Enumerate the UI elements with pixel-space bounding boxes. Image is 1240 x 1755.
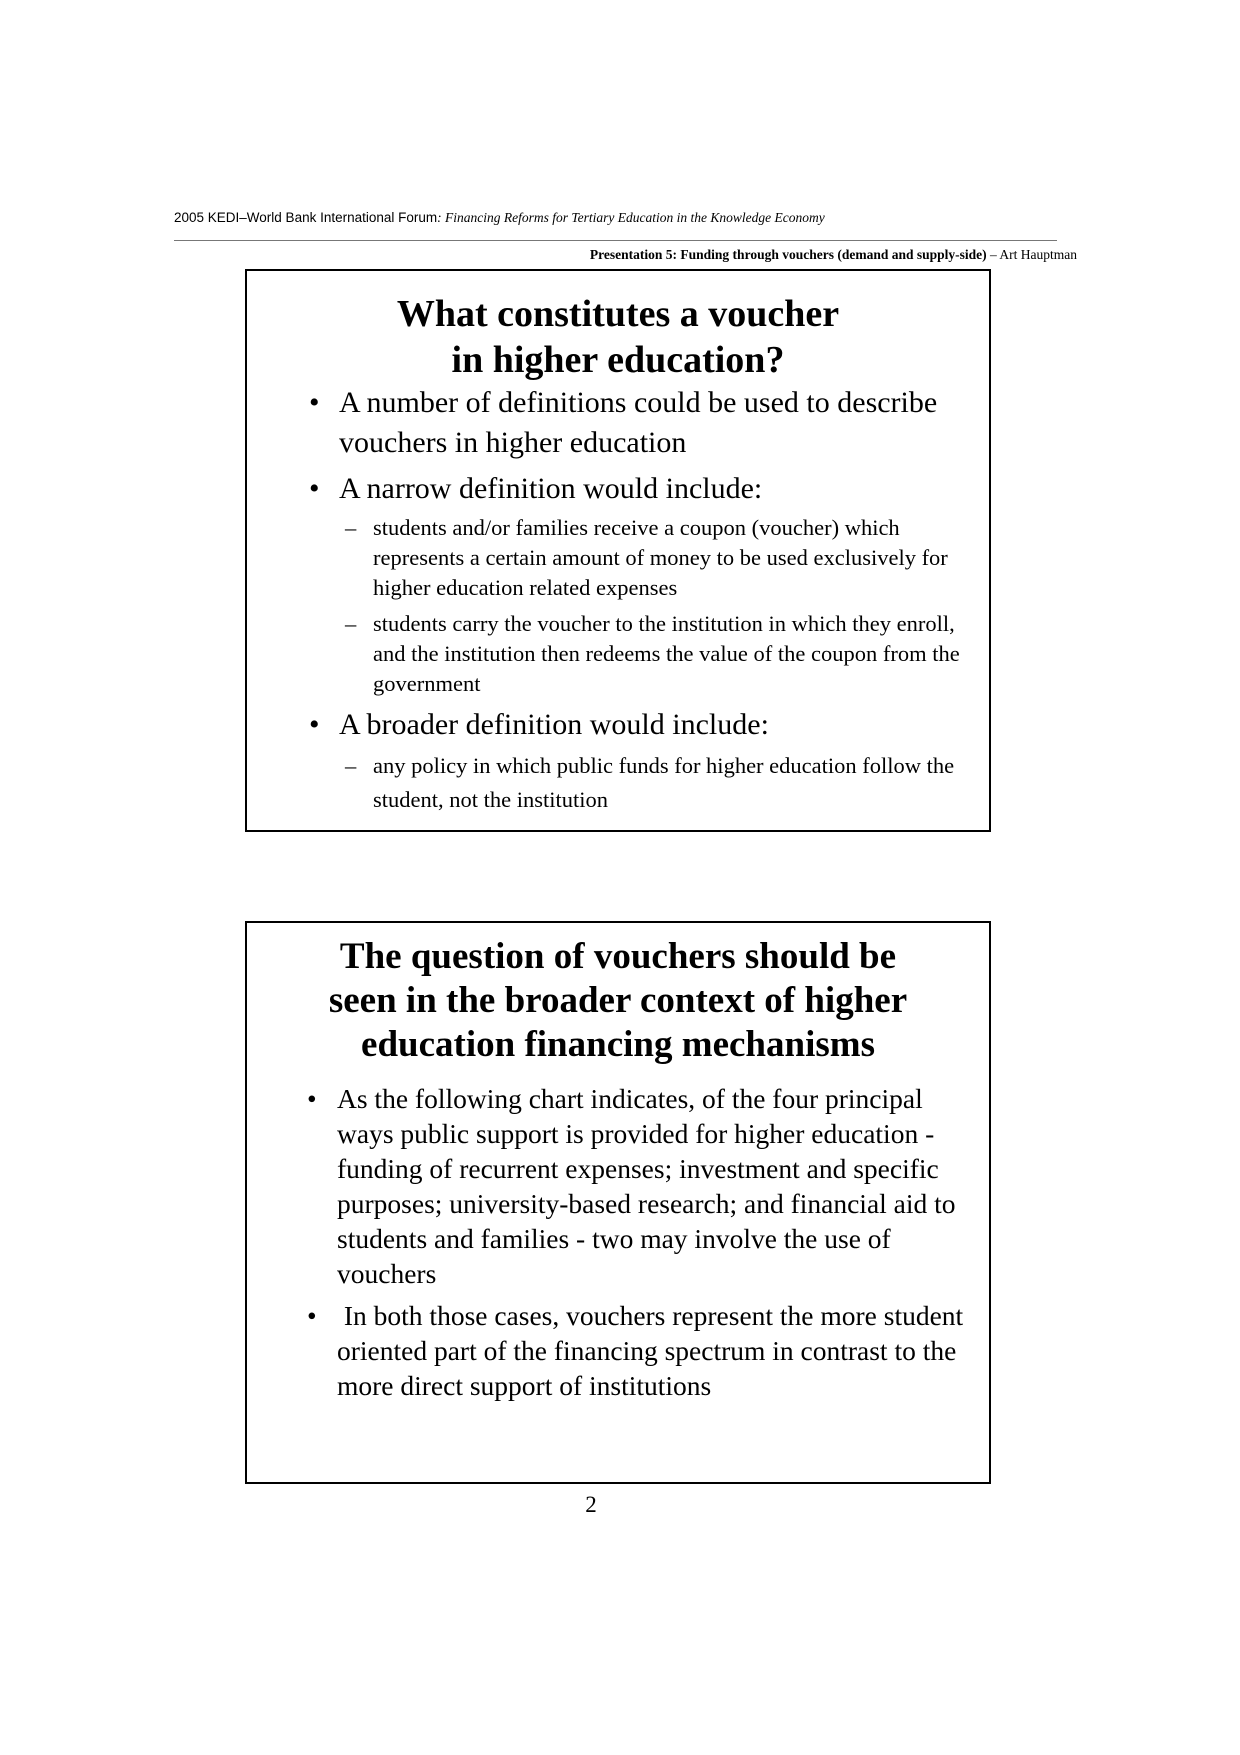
forum-name: 2005 KEDI–World Bank International Forum: [174, 210, 438, 225]
slide-1-bullets: [247, 383, 989, 817]
bullet-item: [247, 383, 989, 463]
bullet-text: As the following chart indicates, of the four principal ways public support is provided for higher education - funding of recurrent expenses; investment and specific purposes; university-based research; and financial aid to students and families - two may involve the use of vouchers: [337, 1083, 956, 1289]
slide-2: [245, 921, 991, 1484]
slide-2-title: [247, 923, 989, 1067]
bullet-item: [247, 705, 989, 817]
bullet-icon: •: [307, 1083, 317, 1114]
title-line: seen in the broader context of higher: [328, 980, 908, 1021]
forum-subtitle: Financing Reforms for Tertiary Education in the Knowledge Economy: [441, 210, 825, 225]
sub-bullets: [339, 513, 969, 699]
title-line: What constitutes a voucher: [396, 293, 840, 335]
header-rule: [174, 240, 1057, 241]
sub-bullet-text: students carry the voucher to the institution in which they enroll, and the institution then redeems the value of the coupon from the government: [373, 611, 960, 696]
bullet-icon: •: [307, 1300, 317, 1331]
slide-1-title: [247, 271, 989, 383]
presentation-title: Presentation 5: Funding through vouchers (demand and supply-side): [589, 247, 987, 262]
bullet-item: [247, 1298, 989, 1403]
presentation-line: [590, 247, 1077, 263]
slide-2-bullets: [247, 1081, 989, 1403]
bullet-icon: •: [309, 386, 320, 419]
sub-bullet-item: [339, 609, 969, 699]
title-line: education financing mechanisms: [361, 1024, 875, 1065]
sub-bullet-item: [339, 513, 969, 603]
sub-bullet-text: any policy in which public funds for higher education follow the student, not the institution: [373, 753, 955, 812]
bullet-text: A narrow definition would include:: [339, 472, 763, 505]
running-header: [174, 210, 825, 226]
bullet-text: In both those cases, vouchers represent the more student oriented part of the financing spectrum in contrast to the more direct support of institutions: [337, 1300, 971, 1401]
dash-icon: –: [345, 753, 357, 778]
bullet-item: [247, 1081, 989, 1291]
page-number: 2: [585, 1492, 597, 1517]
bullet-item: [247, 469, 989, 699]
dash-icon: –: [345, 515, 357, 540]
header-separator: :: [437, 210, 442, 225]
title-line: in higher education?: [451, 339, 785, 381]
slide-1: [245, 269, 991, 832]
bullet-icon: •: [309, 708, 320, 741]
sub-bullet-text: students and/or families receive a coupon (voucher) which represents a certain amount of money to be used exclusively for higher education related expenses: [373, 515, 948, 600]
bullet-text: A number of definitions could be used to describe vouchers in higher education: [339, 386, 938, 459]
presentation-author: – Art Hauptman: [986, 247, 1077, 262]
bullet-icon: •: [309, 472, 320, 505]
sub-bullet-item: [339, 749, 969, 817]
sub-bullets: [339, 749, 969, 817]
dash-icon: –: [345, 611, 357, 636]
title-line: The question of vouchers should be: [339, 936, 897, 977]
bullet-text: A broader definition would include:: [339, 708, 769, 741]
